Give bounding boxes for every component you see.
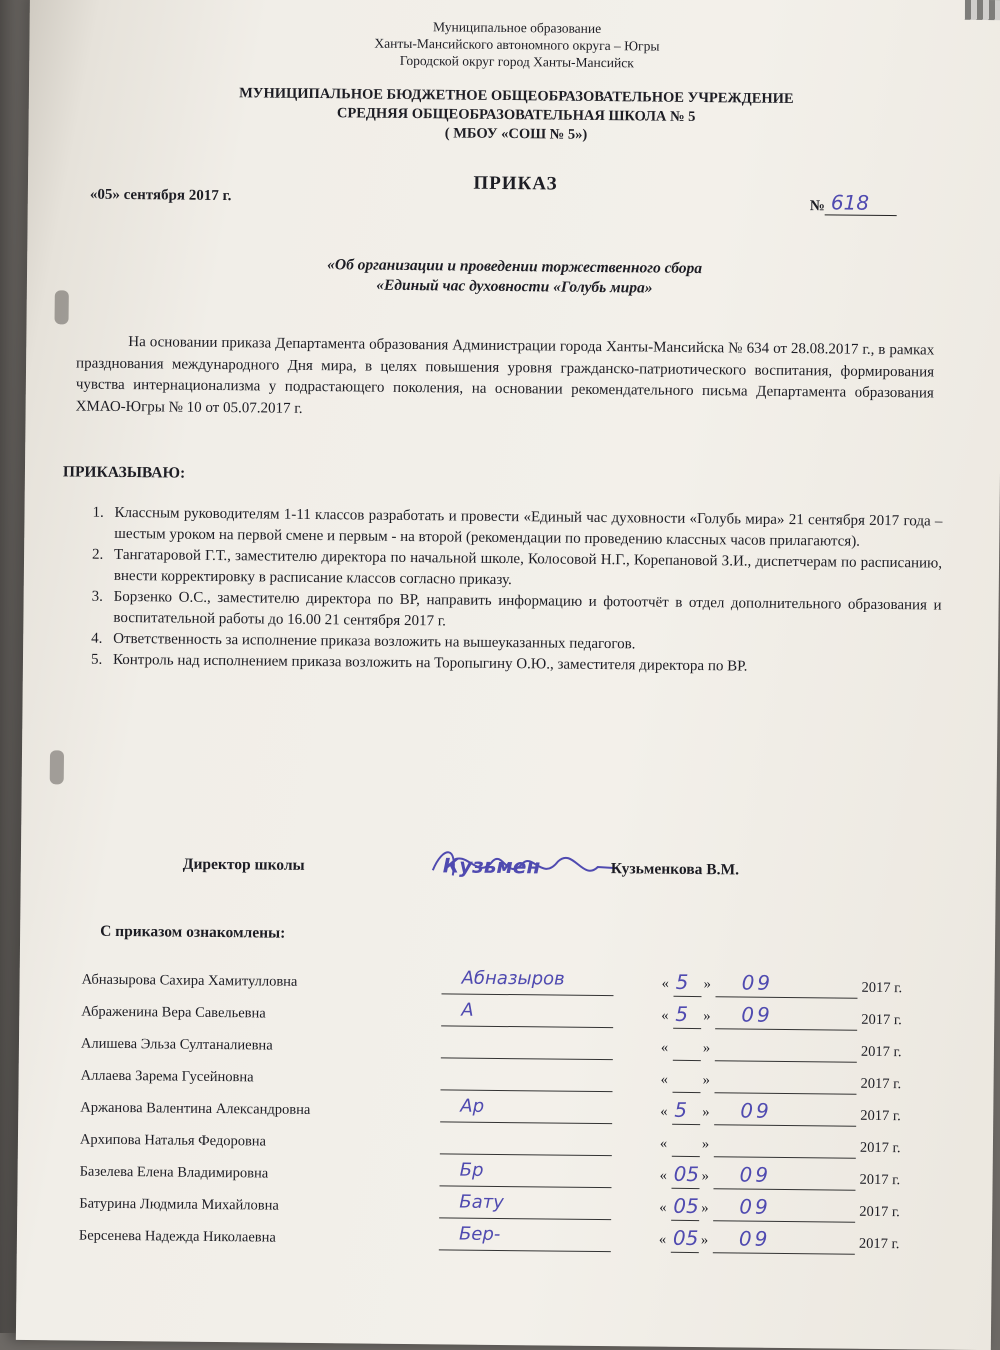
year-label: 2017 г. — [859, 1171, 901, 1189]
acknowledgement-date: « 05 » 09 2017 г. — [660, 1168, 960, 1171]
acknowledgement-date: « » 2017 г. — [661, 1072, 961, 1075]
day-handwritten: 05 — [673, 1161, 700, 1187]
order-item-number: 3. — [91, 588, 103, 605]
order-number — [809, 190, 897, 216]
order-item-text: Борзенко О.С., заместителю директора по ВР, направить информацию и фотоотчёт в отдел дополнительного образования и воспитательной работы до 16.00 21 сентября 2017 г. — [113, 588, 942, 630]
year-label: 2017 г. — [859, 1203, 900, 1221]
month-handwritten: 09 — [741, 1002, 773, 1027]
order-item-number: 2. — [92, 546, 104, 563]
acknowledgement-date: « » 2017 г. — [661, 1040, 961, 1043]
order-item-number: 4. — [91, 630, 103, 647]
acknowledgement-date: « 05 » 09 2017 г. — [659, 1232, 959, 1235]
order-number-label: № — [809, 198, 825, 215]
order-items-list — [91, 503, 943, 680]
order-directive-word: ПРИКАЗЫВАЮ: — [62, 463, 186, 482]
employee-name: Архипова Наталья Федоровна — [79, 1131, 267, 1150]
year-label: 2017 г. — [860, 1107, 901, 1125]
month-handwritten: 09 — [738, 1226, 771, 1251]
municipality-header — [29, 14, 1000, 75]
order-item-number: 1. — [92, 504, 104, 521]
director-role: Директор школы — [182, 855, 305, 874]
signature-line — [439, 1193, 611, 1220]
year-label: 2017 г. — [859, 1139, 901, 1157]
signature-line — [439, 1161, 611, 1188]
order-number-line — [825, 190, 897, 216]
employee-signature: Бату — [459, 1191, 504, 1214]
order-item-text: Тангатаровой Г.Т., заместителю директора по начальной школе, Колосовой Н.Г., Корепановой З.И., диспетчерам по расписанию, внести корректировку в расписание классов согласно приказу. — [113, 546, 943, 589]
employee-name: Абраженина Вера Савельевна — [81, 1003, 266, 1022]
acknowledgement-date: « 5 » 09 2017 г. — [661, 1008, 961, 1011]
municipality-line: Ханты-Мансийского автономного округа – Югры — [374, 35, 660, 54]
acknowledgement-table — [79, 966, 962, 1263]
employee-signature: Абназыров — [461, 967, 565, 990]
director-name: Кузьменкова В.М. — [610, 860, 740, 879]
director-signature-text: Кузьмен — [442, 853, 541, 879]
employee-name: Базелева Елена Владимировна — [79, 1163, 269, 1182]
binder-hole — [50, 750, 64, 784]
institution-line: ( МБОУ «СОШ № 5») — [444, 125, 588, 143]
acknowledgement-date: « 5 » 09 2017 г. — [662, 976, 962, 979]
employee-name: Батурина Людмила Михайловна — [79, 1195, 279, 1214]
signature-line — [441, 1033, 613, 1060]
order-item-text: Ответственность за исполнение приказа возложить на вышеуказанных педагогов. — [113, 630, 636, 653]
signature-line — [440, 1129, 612, 1156]
day-handwritten: 05 — [672, 1225, 699, 1251]
employee-signature: А — [461, 999, 474, 1021]
day-handwritten: 5 — [675, 1001, 689, 1026]
signature-line — [440, 1097, 612, 1124]
year-label: 2017 г. — [861, 979, 903, 997]
acknowledgement-label: С приказом ознакомлены: — [100, 922, 286, 942]
employee-name: Берсенева Надежда Николаевна — [78, 1227, 276, 1246]
acknowledgement-date: « » 2017 г. — [660, 1136, 960, 1139]
year-label: 2017 г. — [861, 1011, 902, 1029]
day-handwritten: 5 — [675, 969, 689, 994]
month-handwritten: 09 — [741, 970, 774, 995]
order-number-handwritten: 618 — [830, 190, 870, 215]
subject-line: «Единый час духовности «Голубь мира» — [376, 276, 653, 297]
order-item-text: Контроль над исполнением приказа возложить на Торопыгину О.Ю., заместителя директора по ВР. — [112, 651, 748, 675]
employee-name: Алишева Эльза Султаналиевна — [80, 1035, 273, 1054]
employee-signature: Бер- — [458, 1223, 501, 1245]
employee-signature: Ар — [460, 1095, 485, 1117]
order-item-number: 5. — [90, 651, 103, 668]
binder-hole — [55, 290, 69, 324]
director-signature-row — [21, 853, 996, 879]
employee-name: Аржанова Валентина Александровна — [80, 1099, 311, 1118]
day-handwritten: 05 — [673, 1193, 699, 1219]
signature-line — [439, 1225, 611, 1252]
year-label: 2017 г. — [858, 1235, 900, 1253]
order-subject — [27, 252, 1000, 302]
year-label: 2017 г. — [860, 1043, 902, 1061]
order-date: «05» сентября 2017 г. — [89, 186, 232, 205]
institution-header — [28, 82, 1000, 149]
order-intro-paragraph: На основании приказа Департамента образования Администрации города Ханты-Мансийска № 634 от 28.08.2017 г., в рамках празднования международного Дня мира, в целях повышения уровня гражданско-патриотического воспитания, формирования чувства интернационализма у подрастающего поколения, на основании рекомендательного письма Департамента образования ХМАО-Югры № 10 от 05.07.2017 г. — [75, 334, 935, 417]
order-item-text: Классным руководителям 1-11 классов разработать и провести «Единый час духовности «Голубь мира» 21 сентября 2017 года – шестым уроком на первой смене и первым - на второй (рекомендации по проведению классных часов прилагаются). — [114, 504, 943, 550]
municipality-line: Муниципальное образование — [433, 19, 602, 36]
day-handwritten: 5 — [674, 1097, 688, 1122]
year-label: 2017 г. — [860, 1075, 902, 1093]
municipality-line: Городской округ город Ханты-Мансийск — [399, 52, 634, 71]
director-signature-scribble — [423, 840, 624, 892]
month-handwritten: 09 — [740, 1098, 772, 1123]
desk-edge-corner — [965, 0, 1000, 20]
acknowledgement-date: « 05 » 09 2017 г. — [659, 1200, 959, 1203]
month-handwritten: 09 — [739, 1194, 771, 1219]
subject-line: «Об организации и проведении торжественного сбора — [327, 256, 703, 278]
signature-line — [441, 1001, 613, 1028]
acknowledgement-date: « 5 » 09 2017 г. — [660, 1104, 960, 1107]
employee-signature: Бр — [459, 1159, 484, 1181]
document-page — [16, 0, 1000, 1350]
signature-line — [442, 969, 614, 996]
institution-line: МУНИЦИПАЛЬНОЕ БЮДЖЕТНОЕ ОБЩЕОБРАЗОВАТЕЛЬНОЕ УЧРЕЖДЕНИЕ — [239, 85, 794, 108]
signature-line — [440, 1065, 612, 1092]
employee-name: Абназырова Сахира Хамитулловна — [81, 971, 298, 990]
order-title: ПРИКАЗ — [473, 172, 558, 195]
employee-name: Аллаева Зарема Гусейновна — [80, 1067, 254, 1086]
month-handwritten: 09 — [739, 1162, 772, 1187]
institution-line: СРЕДНЯЯ ОБЩЕОБРАЗОВАТЕЛЬНАЯ ШКОЛА № 5 — [336, 105, 696, 125]
